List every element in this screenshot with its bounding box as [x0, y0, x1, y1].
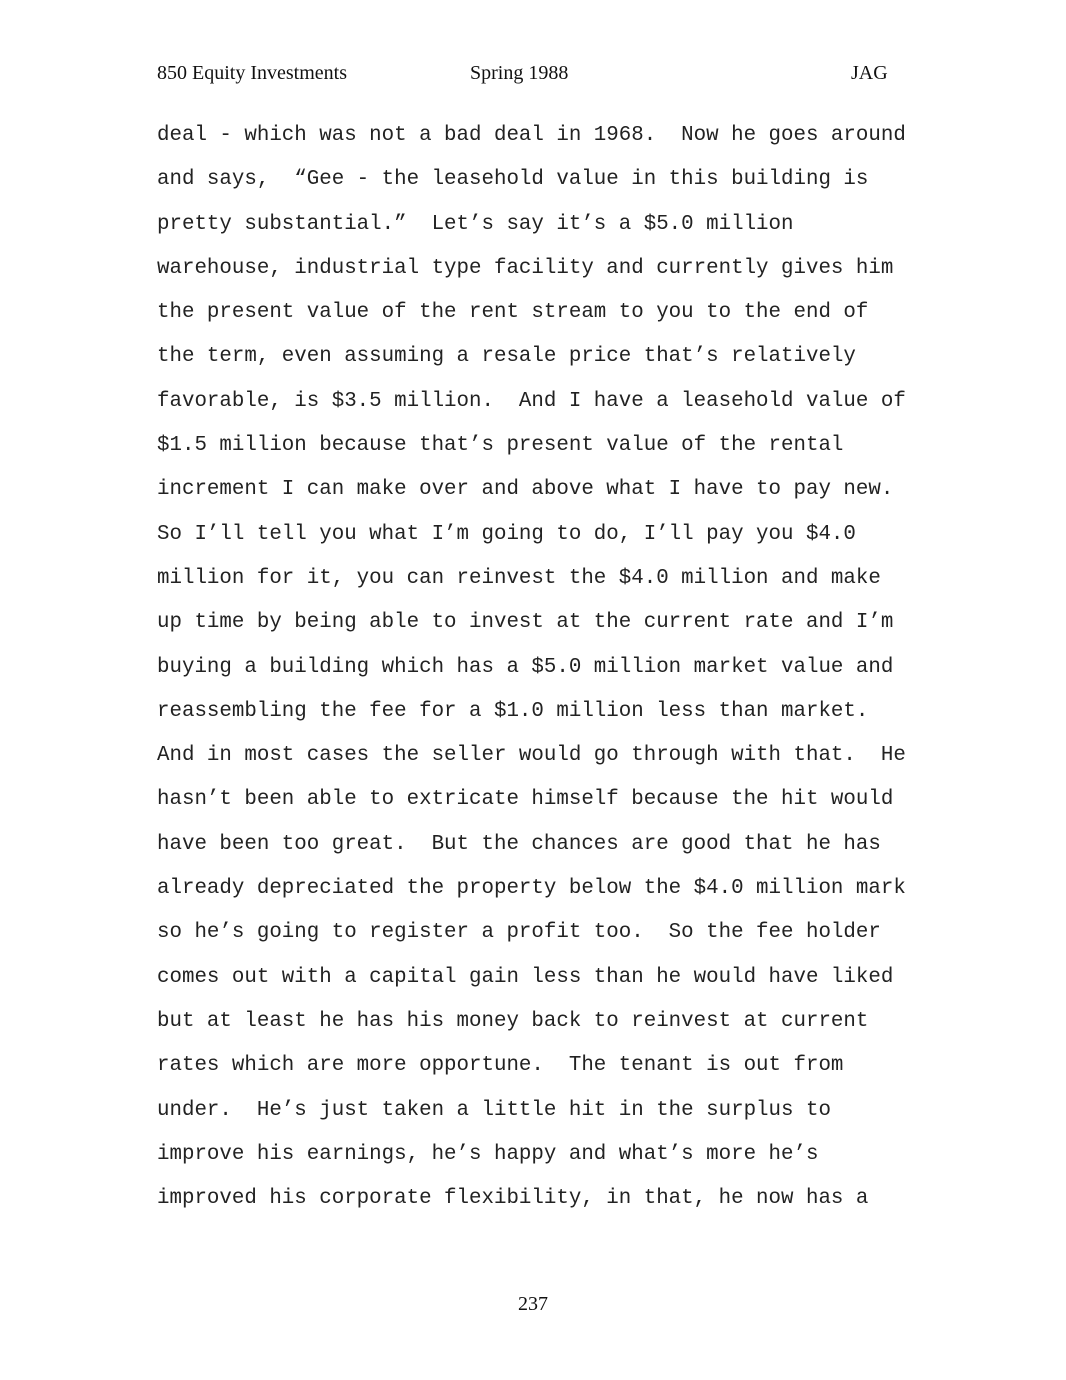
text-line: deal - which was not a bad deal in 1968. Now he goes around: [157, 124, 906, 147]
text-line: And in most cases the seller would go through with that. He: [157, 744, 906, 768]
header-initials: JAG: [851, 62, 888, 84]
page-number: 237: [518, 1293, 548, 1315]
text-line: favorable, is $3.5 million. And I have a leasehold value of: [157, 389, 906, 413]
text-line: So I’ll tell you what I’m going to do, I’ll pay you $4.0: [157, 522, 856, 546]
text-line: pretty substantial.” Let’s say it’s a $5.0 million: [157, 212, 794, 236]
text-line: comes out with a capital gain less than he would have liked: [157, 965, 894, 989]
transcript-body: [157, 121, 937, 1228]
text-line: but at least he has his money back to reinvest at current: [157, 1009, 869, 1033]
text-line: hasn’t been able to extricate himself because the hit would: [157, 788, 894, 812]
text-line: the present value of the rent stream to you to the end of: [157, 301, 869, 325]
header-course-title: 850 Equity Investments: [157, 62, 347, 84]
text-line: increment I can make over and above what I have to pay new.: [157, 478, 894, 502]
text-line: $1.5 million because that’s present value of the rental: [157, 434, 844, 458]
page-header: [0, 62, 1066, 92]
header-term: Spring 1988: [470, 62, 569, 84]
text-line: improve his earnings, he’s happy and what’s more he’s: [157, 1142, 819, 1166]
text-line: already depreciated the property below the $4.0 million mark: [157, 877, 906, 901]
text-line: under. He’s just taken a little hit in the surplus to: [157, 1098, 831, 1122]
text-line: warehouse, industrial type facility and currently gives him: [157, 256, 894, 280]
text-line: reassembling the fee for a $1.0 million less than market.: [157, 699, 869, 723]
text-line: buying a building which has a $5.0 million market value and: [157, 655, 894, 679]
text-line: the term, even assuming a resale price that’s relatively: [157, 345, 856, 369]
text-line: million for it, you can reinvest the $4.0 million and make: [157, 566, 881, 590]
text-line: rates which are more opportune. The tenant is out from: [157, 1054, 844, 1078]
text-line: have been too great. But the chances are good that he has: [157, 832, 881, 856]
text-line: improved his corporate flexibility, in that, he now has a: [157, 1187, 869, 1211]
text-line: up time by being able to invest at the current rate and I’m: [157, 611, 894, 635]
text-line: so he’s going to register a profit too. So the fee holder: [157, 921, 881, 945]
text-line: and says, “Gee - the leasehold value in this building is: [157, 168, 869, 192]
